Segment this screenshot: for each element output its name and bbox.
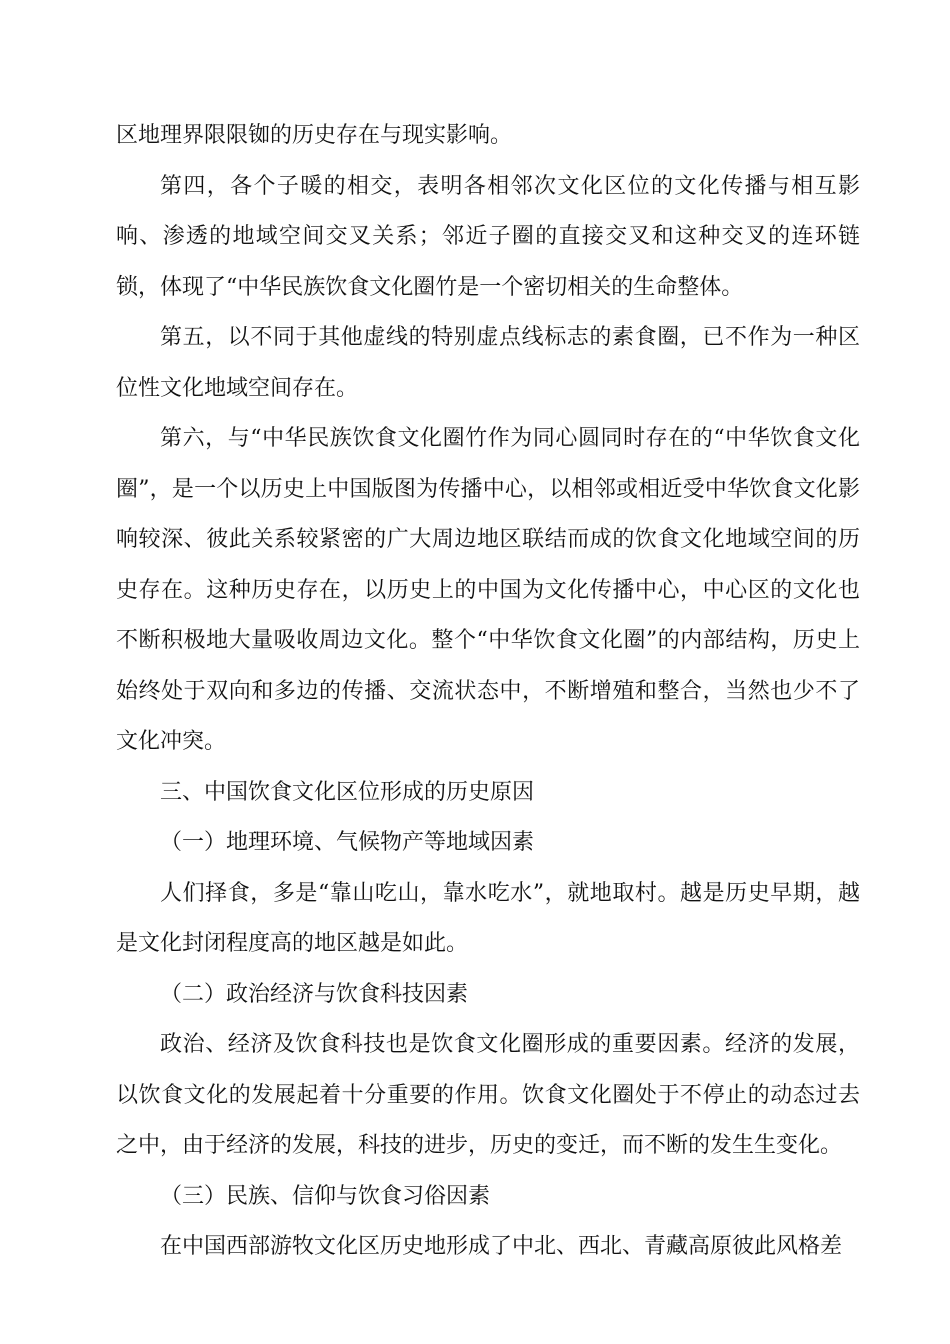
paragraph-geography-factors: 人们择食，多是“靠山吃山，靠水吃水”，就地取村。越是历史早期，越是文化封闭程度高的地区越是如此。 [116, 880, 860, 956]
subsection-heading-2: （二）政治经济与饮食科技因素 [160, 981, 469, 1007]
paragraph-political-economic-factors: 政治、经济及饮食科技也是饮食文化圈形成的重要因素。经济的发展，以饮食文化的发展起着十分重要的作用。饮食文化圈处于不停止的动态过去之中，由于经济的发展，科技的进步，历史的变迁，而不断的发生生变化。 [116, 1032, 860, 1158]
section-heading-3: 三、中国饮食文化区位形成的历史原因 [160, 779, 535, 805]
paragraph-ethnic-belief-factors: 在中国西部游牧文化区历史地形成了中北、西北、青藏高原彼此风格差 [160, 1234, 843, 1259]
paragraph-sixth-point: 第六，与“中华民族饮食文化圈竹作为同心圆同时存在的“中华饮食文化圈”，是一个以历史上中国版图为传播中心，以相邻或相近受中华饮食文化影响较深、彼此关系较紧密的广大周边地区联结而成的饮食文化地域空间的历史存在。这种历史存在，以历史上的中国为文化传播中心，中心区的文化也不断积极地大量吸收周边文化。整个“中华饮食文化圈”的内部结构，历史上始终处于双向和多边的传播、交流状态中，不断增殖和整合，当然也少不了文化冲突。 [116, 426, 860, 754]
document-body [116, 111, 860, 1273]
paragraph-fifth-point: 第五，以不同于其他虚线的特别虚点线标志的素食圈，已不作为一种区位性文化地域空间存在。 [116, 325, 860, 401]
subsection-heading-1: （一）地理环境、气候物产等地域因素 [160, 830, 535, 855]
paragraph-fourth-point: 第四，各个子暖的相交，表明各相邻次文化区位的文化传播与相互影响、渗透的地域空间交叉关系；邻近子圈的直接交叉和这种交叉的连环链锁，体现了“中华民族饮食文化圈竹是一个密切相关的生命整体。 [116, 173, 860, 300]
subsection-heading-3: （三）民族、信仰与饮食习俗因素 [160, 1183, 491, 1209]
paragraph-continuation: 区地理界限限铷的历史存在与现实影响。 [116, 123, 513, 148]
